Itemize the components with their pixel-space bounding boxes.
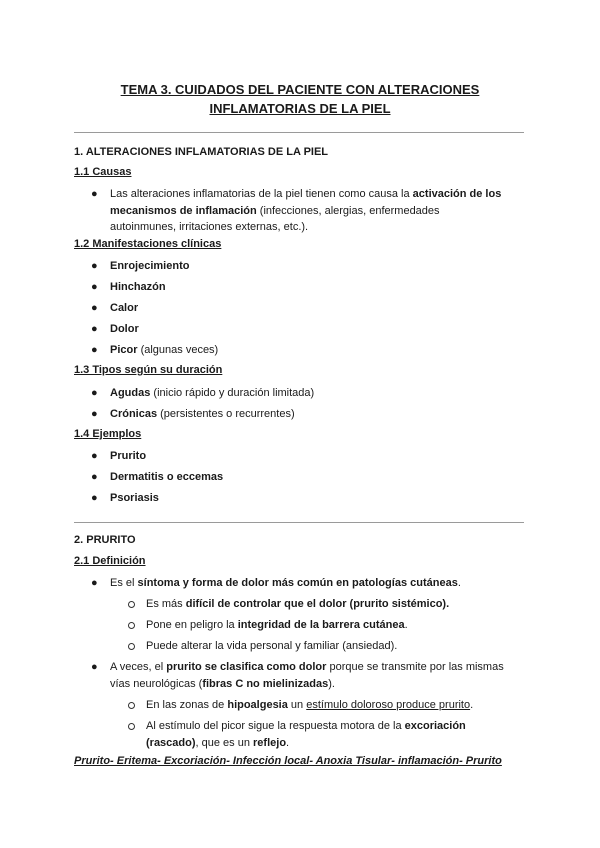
causes-text-c: autoinmunes, irritaciones externas, etc.). <box>110 221 309 233</box>
section-2-heading: 2. PRURITO <box>74 534 136 546</box>
divider-1 <box>74 132 524 133</box>
list-item: Prurito <box>110 450 147 462</box>
s1-bold: difícil de controlar que el dolor (prurito sistémico). <box>185 598 450 610</box>
b2-line2c: ). <box>328 677 335 690</box>
s2-bold: integridad de la barrera cutánea <box>237 619 405 631</box>
list-item <box>110 385 530 402</box>
bullet-icon: ● <box>91 661 98 673</box>
s4-mid: un <box>287 699 307 711</box>
causes-paragraph <box>110 186 530 236</box>
subsection-types-heading: 1.3 Tipos según su duración <box>74 364 223 376</box>
s4-text: En las zonas de <box>146 699 228 711</box>
b1-end: . <box>457 577 461 589</box>
causes-bold-b: mecanismos de inflamación <box>110 204 257 217</box>
sub-bullet-icon <box>128 702 135 709</box>
definition-sub-3: Puede alterar la vida personal y familiar (ansiedad). <box>146 640 398 652</box>
causes-bold-a: activación de los <box>412 188 502 200</box>
definition-sub-5 <box>146 718 526 751</box>
list-item <box>110 342 530 359</box>
list-item: Hinchazón <box>110 281 166 293</box>
definition-sub-1 <box>146 596 526 613</box>
definition-bullet-1 <box>110 575 530 592</box>
s5-line2-mid: , que es un <box>195 736 254 749</box>
bullet-icon: ● <box>91 387 98 399</box>
s5-line2-end: . <box>286 736 290 749</box>
bullet-icon: ● <box>91 281 98 293</box>
s5-line2-bold2: reflejo <box>253 736 287 749</box>
subsection-manifestations-heading: 1.2 Manifestaciones clínicas <box>74 238 222 250</box>
chronic-label: Crónicas <box>110 408 158 420</box>
subsection-causes-heading: 1.1 Causas <box>74 166 132 178</box>
list-item: Dermatitis o eccemas <box>110 471 224 483</box>
s4-bold: hipoalgesia <box>227 699 288 711</box>
s5-bold: excoriación <box>404 720 466 732</box>
bullet-icon: ● <box>91 450 98 462</box>
bullet-icon: ● <box>91 577 98 589</box>
chronic-note: (persistentes o recurrentes) <box>157 408 295 420</box>
list-item: Enrojecimiento <box>110 260 190 272</box>
list-item: Calor <box>110 302 139 314</box>
bullet-icon: ● <box>91 408 98 420</box>
bullet-icon: ● <box>91 188 98 200</box>
document-title-line-2: INFLAMATORIAS DE LA PIEL <box>209 101 391 116</box>
s2-text: Pone en peligro la <box>146 619 238 631</box>
causes-text-b: (infecciones, alergias, enfermedades <box>256 204 440 217</box>
definition-sub-2 <box>146 617 526 634</box>
b1-text: Es el <box>110 577 138 589</box>
list-item: Dolor <box>110 323 139 335</box>
s5-text: Al estímulo del picor sigue la respuesta motora de la <box>146 720 405 732</box>
b2-line2a: vías neurológicas ( <box>110 677 203 690</box>
picor-label: Picor <box>110 344 138 356</box>
causes-text-a: Las alteraciones inflamatorias de la piel tienen como causa la <box>110 188 413 200</box>
b2-line2b: fibras C no mielinizadas <box>202 677 329 690</box>
sub-bullet-icon <box>128 643 135 650</box>
subsection-examples-heading: 1.4 Ejemplos <box>74 428 142 440</box>
sub-bullet-icon <box>128 622 135 629</box>
document-title-line-1: TEMA 3. CUIDADOS DEL PACIENTE CON ALTERACIONES <box>120 82 480 97</box>
list-item: Psoriasis <box>110 492 159 504</box>
s4-underlined: estímulo doloroso produce prurito <box>306 699 471 711</box>
prurito-cycle-line: Prurito- Eritema- Excoriación- Infección local- Anoxia Tisular- inflamación- Prurito <box>74 755 502 767</box>
sub-bullet-icon <box>128 723 135 730</box>
s1-text: Es más <box>146 598 186 610</box>
s4-end: . <box>470 699 474 711</box>
sub-bullet-icon <box>128 601 135 608</box>
b2-mid: porque se transmite por las mismas <box>326 661 504 673</box>
definition-bullet-2 <box>110 659 530 692</box>
bullet-icon: ● <box>91 302 98 314</box>
acute-note: (inicio rápido y duración limitada) <box>150 387 315 399</box>
acute-label: Agudas <box>110 387 151 399</box>
bullet-icon: ● <box>91 471 98 483</box>
b1-bold: síntoma y forma de dolor más común en patologías cutáneas <box>137 577 458 589</box>
b2-bold: prurito se clasifica como dolor <box>166 661 327 673</box>
s5-line2-bold: (rascado) <box>146 736 196 749</box>
b2-text: A veces, el <box>110 661 167 673</box>
section-1-heading: 1. ALTERACIONES INFLAMATORIAS DE LA PIEL <box>74 146 329 158</box>
s2-end: . <box>404 619 408 631</box>
bullet-icon: ● <box>91 260 98 272</box>
bullet-icon: ● <box>91 492 98 504</box>
picor-note: (algunas veces) <box>137 344 219 356</box>
divider-2 <box>74 522 524 523</box>
bullet-icon: ● <box>91 344 98 356</box>
list-item <box>110 406 530 423</box>
subsection-definition-heading: 2.1 Definición <box>74 555 146 567</box>
definition-sub-4 <box>146 697 526 714</box>
bullet-icon: ● <box>91 323 98 335</box>
